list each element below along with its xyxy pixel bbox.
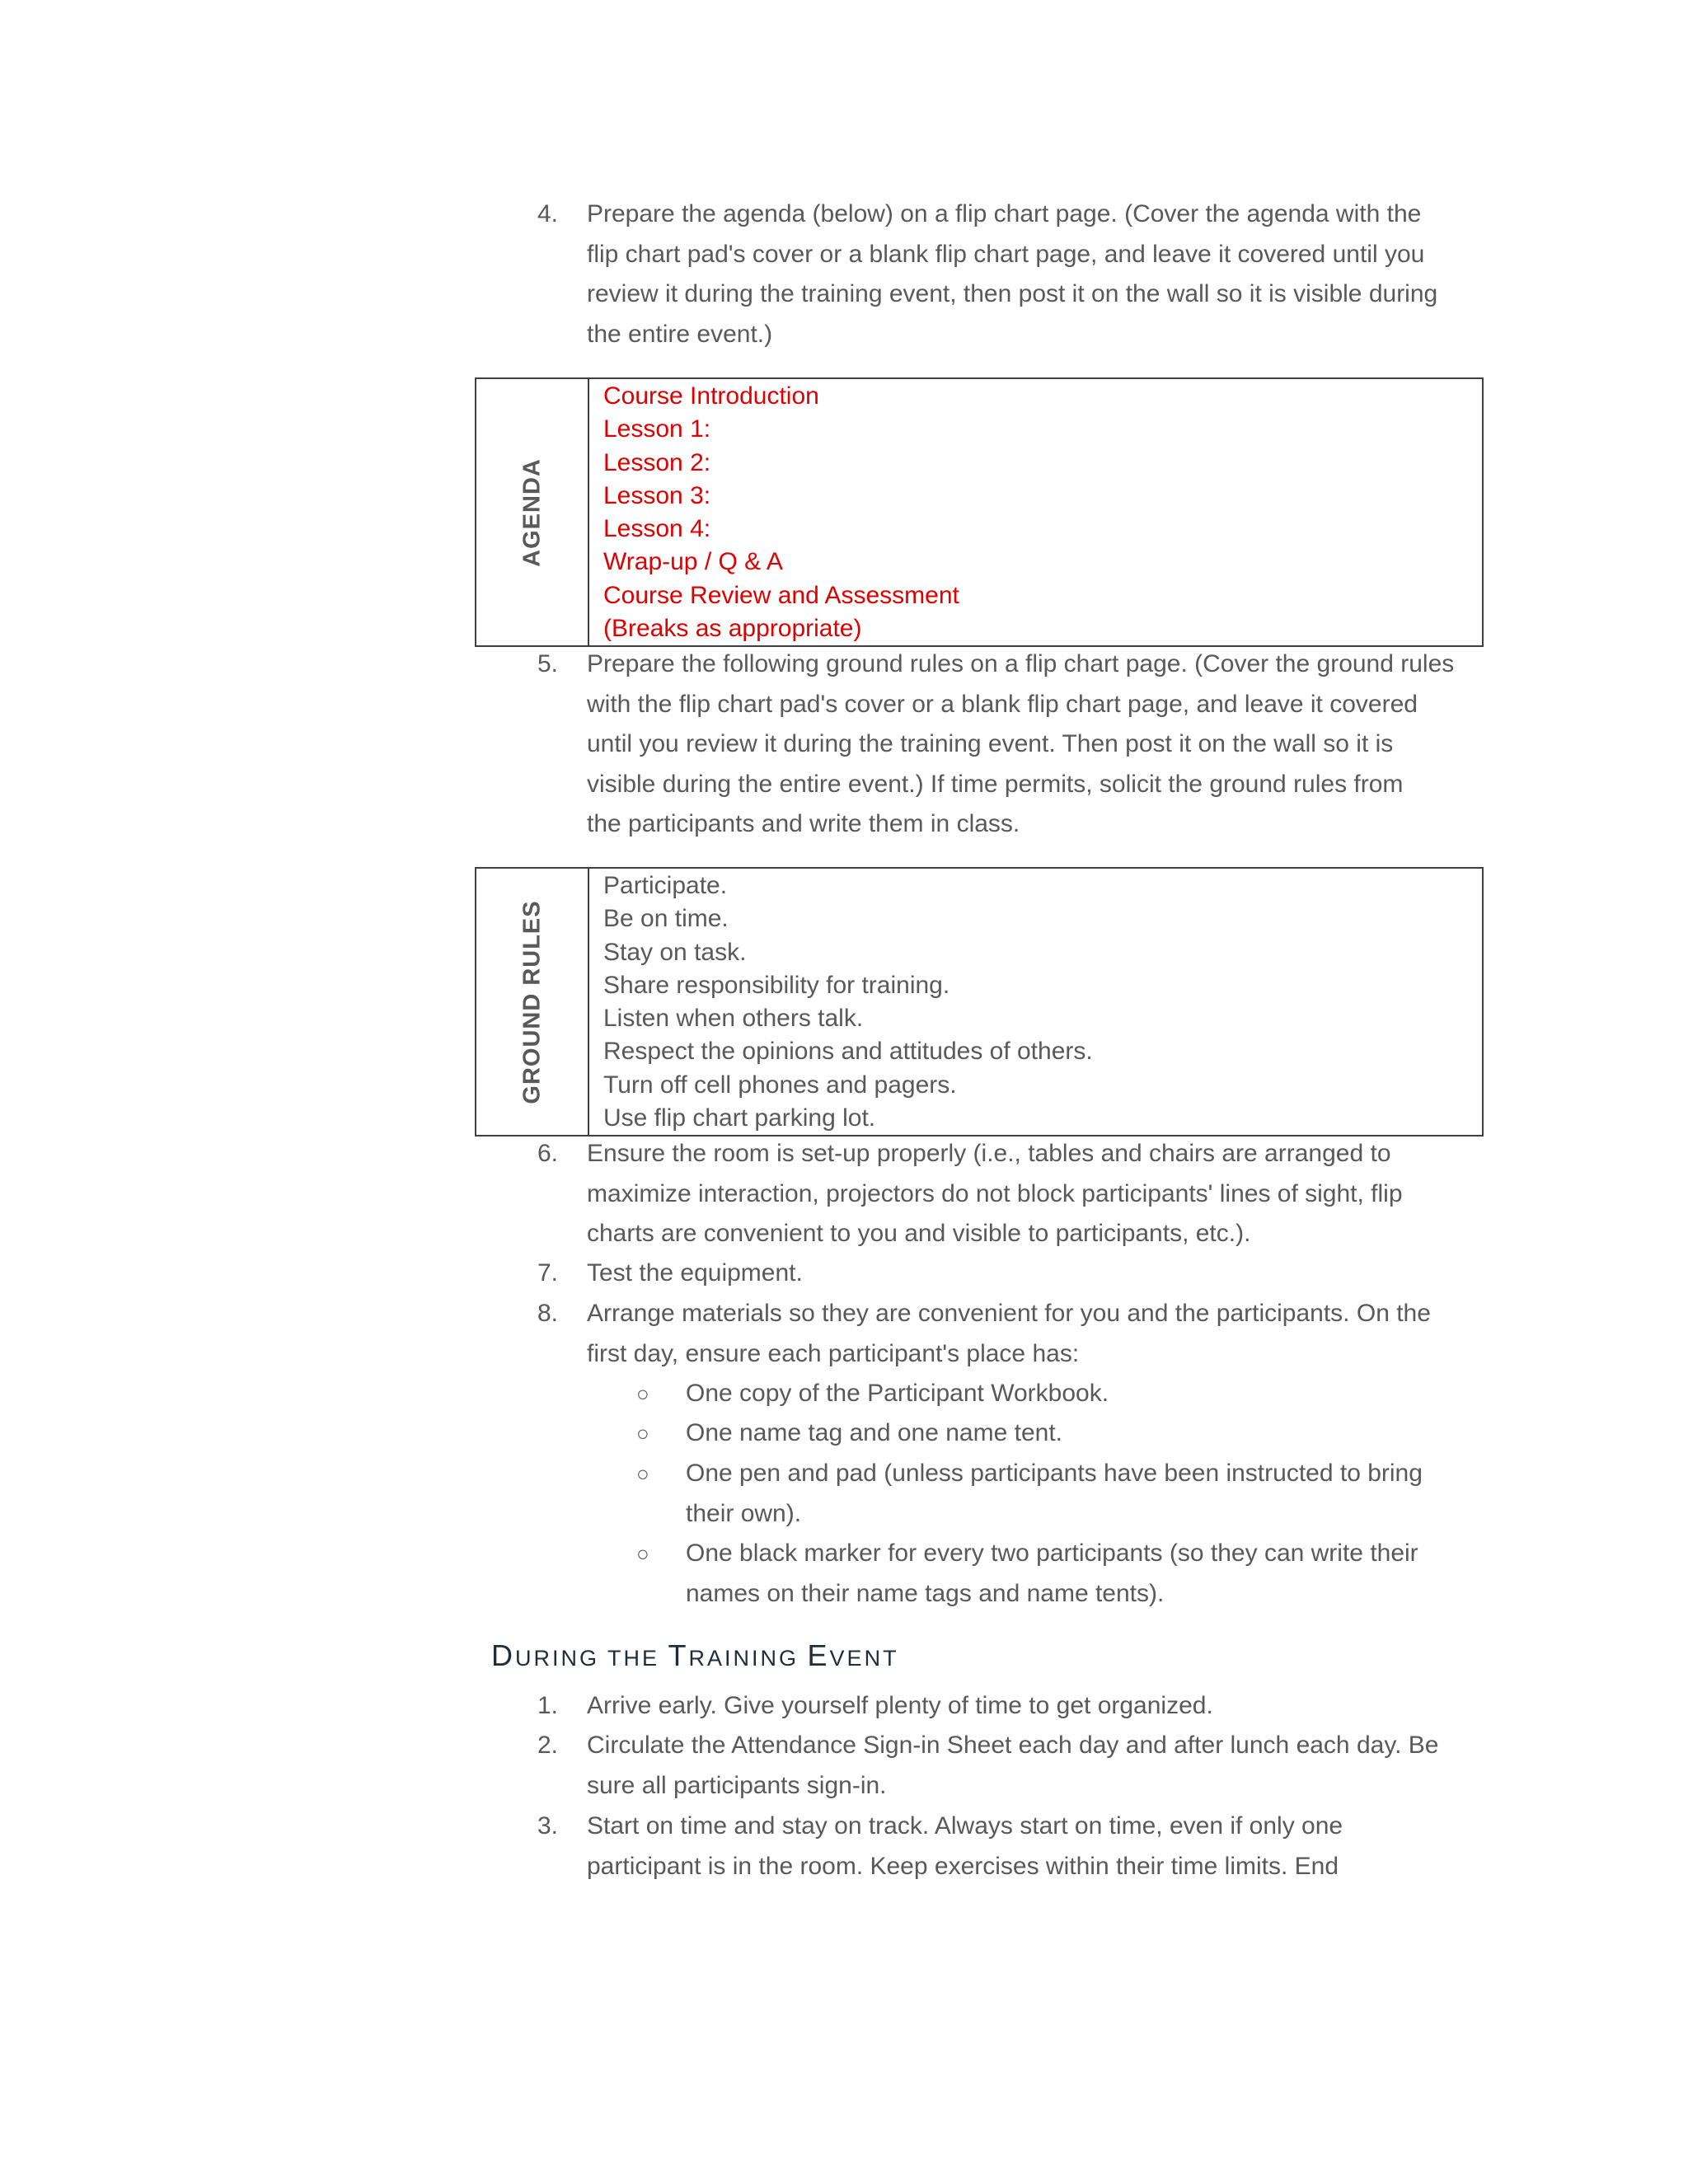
text-line: names on their name tags and name tents). bbox=[686, 1579, 1165, 1607]
heading-rest: URING THE bbox=[515, 1646, 668, 1671]
material-item bbox=[686, 1374, 1461, 1414]
section-heading bbox=[491, 1638, 899, 1673]
step-text bbox=[587, 644, 1485, 845]
bullet-circle-icon: ○ bbox=[636, 1541, 649, 1566]
text-line: One copy of the Participant Workbook. bbox=[686, 1380, 1109, 1407]
bullet-circle-icon: ○ bbox=[636, 1381, 649, 1406]
step-text bbox=[587, 1807, 1485, 1886]
text-line: visible during the entire event.) If time permits, solicit the ground rules from bbox=[587, 770, 1404, 798]
text-line: Test the equipment. bbox=[587, 1259, 803, 1286]
text-line: One black marker for every two participants (so they can write their bbox=[686, 1540, 1418, 1567]
bullet-circle-icon: ○ bbox=[636, 1461, 649, 1486]
text-line: sure all participants sign-in. bbox=[587, 1771, 887, 1799]
step-text bbox=[587, 1686, 1485, 1727]
ground-rules-label-cell bbox=[476, 869, 589, 1135]
heading-initial: E bbox=[807, 1638, 830, 1672]
agenda-item: Wrap-up / Q & A bbox=[603, 548, 783, 576]
text-line: the entire event.) bbox=[587, 320, 773, 348]
step-number: 8. bbox=[537, 1300, 559, 1327]
step-text bbox=[587, 194, 1485, 354]
text-line: the participants and write them in class. bbox=[587, 810, 1020, 837]
ground-rule-item: Use flip chart parking lot. bbox=[603, 1104, 876, 1132]
agenda-item: Lesson 1: bbox=[603, 415, 711, 443]
heading-rest: VENT bbox=[829, 1646, 899, 1671]
step-text bbox=[587, 1134, 1485, 1254]
ground-rule-item: Share responsibility for training. bbox=[603, 971, 950, 999]
text-line: Prepare the agenda (below) on a flip chart page. (Cover the agenda with the bbox=[587, 200, 1422, 227]
heading-rest: RAINING bbox=[688, 1646, 808, 1671]
step-number: 1. bbox=[537, 1692, 559, 1719]
text-line: first day, ensure each participant's place has: bbox=[587, 1339, 1080, 1367]
agenda-item: Course Introduction bbox=[603, 382, 819, 410]
material-item bbox=[686, 1413, 1461, 1454]
step-number: 7. bbox=[537, 1259, 559, 1286]
text-line: with the flip chart pad's cover or a blank flip chart page, and leave it covered bbox=[587, 690, 1418, 718]
agenda-item: Lesson 2: bbox=[603, 448, 711, 476]
text-line: Circulate the Attendance Sign-in Sheet each day and after lunch each day. Be bbox=[587, 1732, 1439, 1759]
step-number: 2. bbox=[537, 1732, 559, 1759]
ground-rules-label: GROUND RULES bbox=[518, 899, 545, 1104]
ground-rule-item: Participate. bbox=[603, 872, 728, 899]
ground-rule-item: Respect the opinions and attitudes of others. bbox=[603, 1038, 1093, 1066]
heading-initial: T bbox=[668, 1638, 689, 1672]
agenda-item: Lesson 3: bbox=[603, 481, 711, 509]
ground-rule-item: Turn off cell phones and pagers. bbox=[603, 1071, 957, 1099]
agenda-box bbox=[475, 377, 1484, 647]
step-number: 3. bbox=[537, 1812, 559, 1840]
text-line: Arrange materials so they are convenient for you and the participants. On the bbox=[587, 1300, 1431, 1327]
agenda-label-cell bbox=[476, 379, 589, 645]
text-line: maximize interaction, projectors do not block participants' lines of sight, flip bbox=[587, 1179, 1403, 1207]
step-text bbox=[587, 1294, 1485, 1374]
step-number: 5. bbox=[537, 650, 559, 677]
step-text bbox=[587, 1254, 1485, 1294]
text-line: Prepare the following ground rules on a flip chart page. (Cover the ground rules bbox=[587, 650, 1455, 677]
text-line: participant is in the room. Keep exercises within their time limits. End bbox=[587, 1852, 1339, 1880]
agenda-list bbox=[603, 380, 1474, 645]
step-number: 6. bbox=[537, 1140, 559, 1167]
text-line: until you review it during the training event. Then post it on the wall so it is bbox=[587, 730, 1394, 757]
ground-rule-item: Listen when others talk. bbox=[603, 1005, 864, 1033]
agenda-item: Course Review and Assessment bbox=[603, 581, 959, 609]
ground-rules-list bbox=[603, 869, 1474, 1135]
ground-rules-box bbox=[475, 867, 1484, 1137]
text-line: Arrive early. Give yourself plenty of time to get organized. bbox=[587, 1692, 1213, 1719]
heading-initial: D bbox=[491, 1638, 515, 1672]
text-line: One name tag and one name tent. bbox=[686, 1419, 1062, 1446]
bullet-circle-icon: ○ bbox=[636, 1421, 649, 1446]
text-line: Start on time and stay on track. Always start on time, even if only one bbox=[587, 1812, 1343, 1840]
agenda-item: Lesson 4: bbox=[603, 515, 711, 543]
text-line: Ensure the room is set-up properly (i.e., tables and chairs are arranged to bbox=[587, 1140, 1391, 1167]
text-line: charts are convenient to you and visible to participants, etc.). bbox=[587, 1220, 1251, 1247]
text-line: their own). bbox=[686, 1499, 802, 1527]
text-line: One pen and pad (unless participants have been instructed to bring bbox=[686, 1460, 1423, 1487]
step-number: 4. bbox=[537, 200, 559, 227]
material-item bbox=[686, 1454, 1461, 1534]
step-text bbox=[587, 1726, 1485, 1806]
agenda-item: (Breaks as appropriate) bbox=[603, 615, 862, 643]
ground-rule-item: Be on time. bbox=[603, 905, 729, 933]
agenda-label: AGENDA bbox=[518, 457, 545, 567]
ground-rule-item: Stay on task. bbox=[603, 938, 747, 966]
material-item bbox=[686, 1534, 1461, 1614]
text-line: flip chart pad's cover or a blank flip chart page, and leave it covered until you bbox=[587, 240, 1425, 268]
text-line: review it during the training event, then post it on the wall so it is visible during bbox=[587, 280, 1438, 307]
